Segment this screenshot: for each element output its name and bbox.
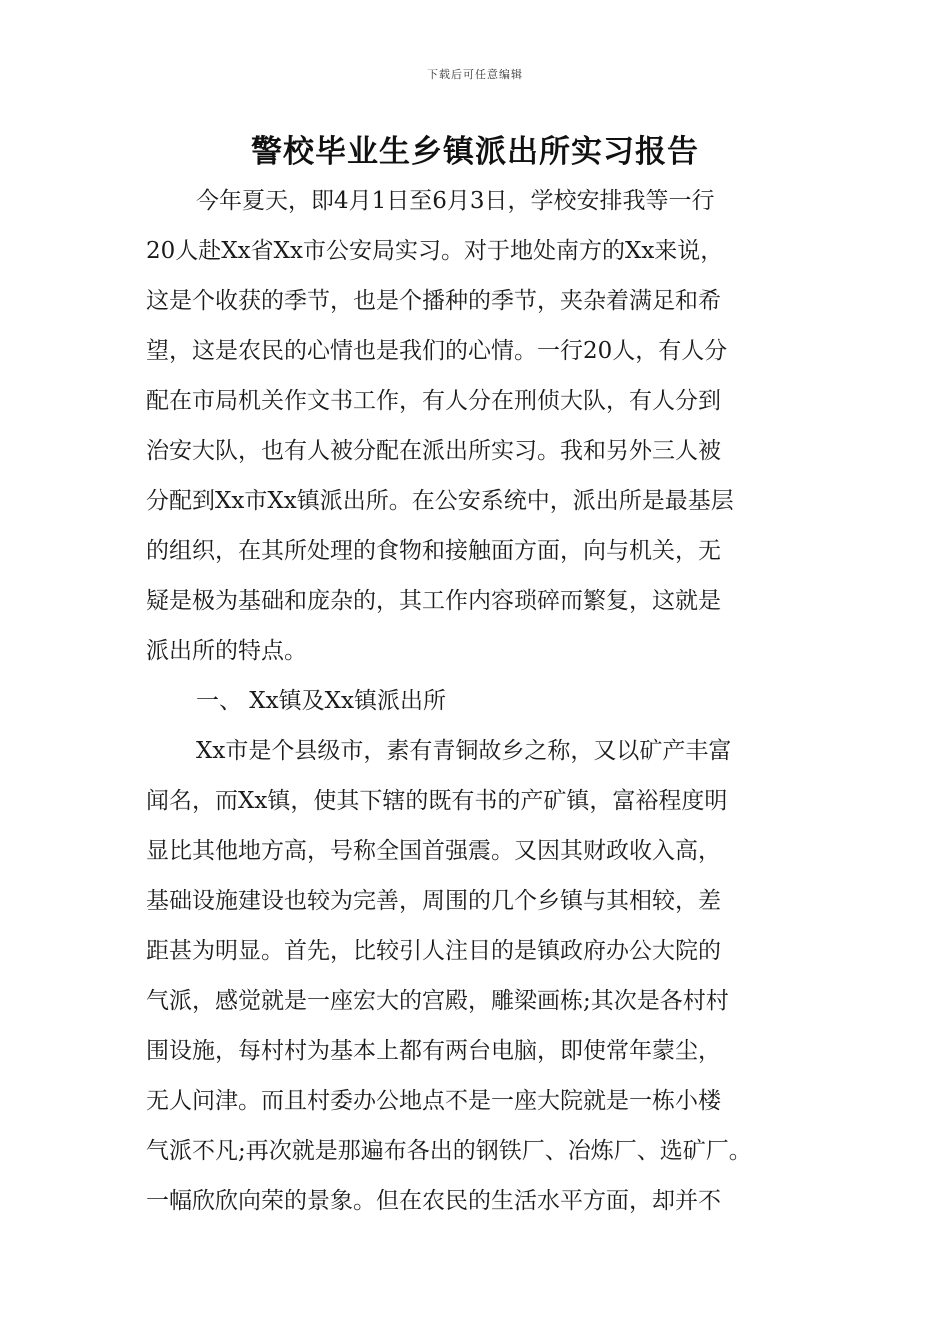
body-line: 的组织，在其所处理的食物和接触面方面，向与机关，无 [146,538,721,564]
body-line: 围设施，每村村为基本上都有两台电脑，即使常年蒙尘， [146,1038,721,1064]
body-line: 一、 Xx镇及Xx镇派出所 [196,688,447,714]
body-line: 配在市局机关作文书工作，有人分在刑侦大队，有人分到 [146,388,721,414]
body-line: 分配到Xx市Xx镇派出所。在公安系统中，派出所是最基层 [146,488,734,514]
body-line: 今年夏天，即4月1日至6月3日，学校安排我等一行 [196,188,715,214]
body-line: 闻名，而Xx镇，使其下辖的既有书的产矿镇，富裕程度明 [146,788,728,814]
body-line: 20人赴Xx省Xx市公安局实习。对于地处南方的Xx来说， [146,238,724,264]
header-note: 下载后可任意编辑 [427,68,523,81]
body-line: 一幅欣欣向荣的景象。但在农民的生活水平方面，却并不 [146,1188,721,1214]
body-line: 这是个收获的季节，也是个播种的季节，夹杂着满足和希 [146,288,721,314]
body-line: 治安大队，也有人被分配在派出所实习。我和另外三人被 [146,438,721,464]
body-line: 无人问津。而且村委办公地点不是一座大院就是一栋小楼 [146,1088,721,1114]
body-line: 派出所的特点。 [146,638,307,664]
body-line: 气派，感觉就是一座宏大的宫殿，雕梁画栋;其次是各村村 [146,988,729,1014]
body-line: 显比其他地方高，号称全国首强震。又因其财政收入高， [146,838,721,864]
body-line: 气派不凡;再次就是那遍布各出的钢铁厂、冶炼厂、选矿厂。 [146,1138,752,1164]
body-line: 距甚为明显。首先，比较引人注目的是镇政府办公大院的 [146,938,721,964]
body-line: 疑是极为基础和庞杂的，其工作内容琐碎而繁复，这就是 [146,588,721,614]
body-line: Xx市是个县级市，素有青铜故乡之称，又以矿产丰富 [196,738,732,764]
document-title: 警校毕业生乡镇派出所实习报告 [251,134,699,170]
body-line: 望，这是农民的心情也是我们的心情。一行20人，有人分 [146,338,728,364]
body-line: 基础设施建设也较为完善，周围的几个乡镇与其相较，差 [146,888,721,914]
